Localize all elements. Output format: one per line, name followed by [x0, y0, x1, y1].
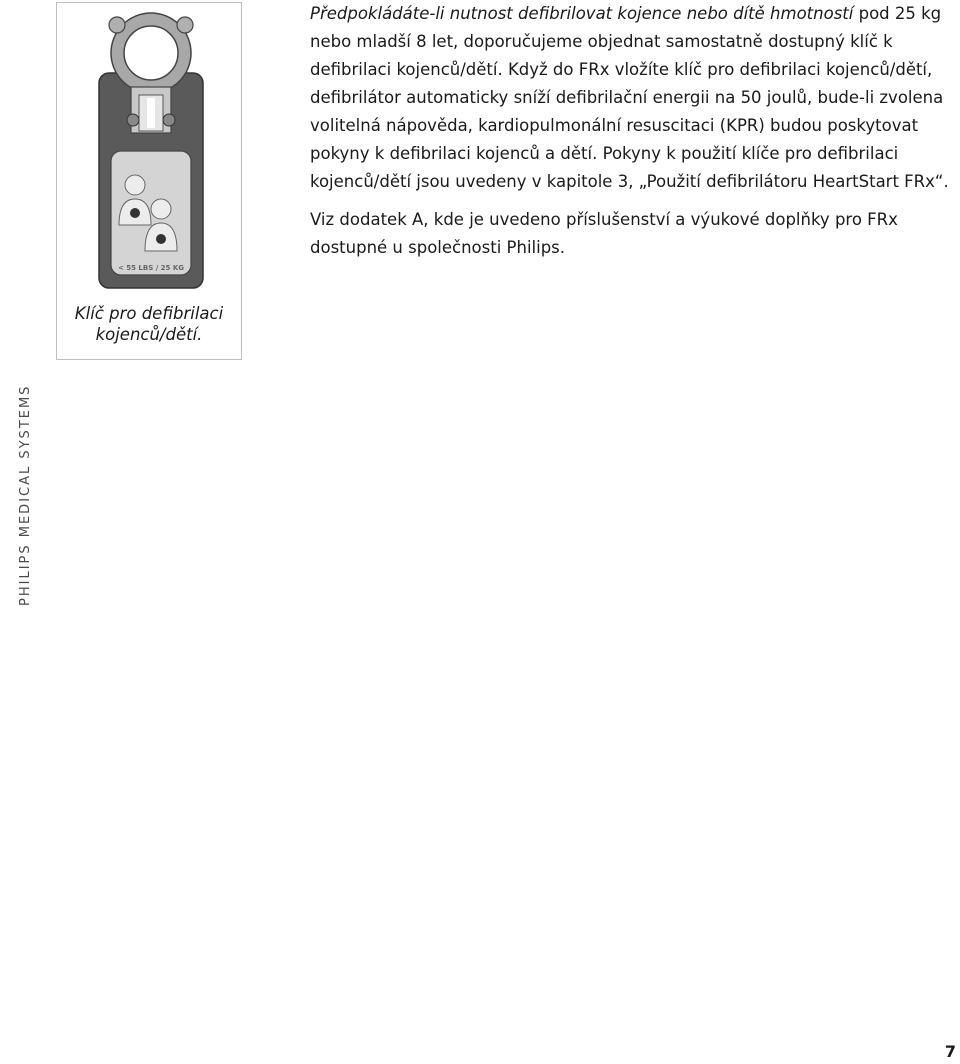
paragraph-1	[310, 0, 950, 196]
body-text	[310, 0, 950, 272]
side-label: PHILIPS MEDICAL SYSTEMS	[18, 384, 33, 606]
paragraph-2: Viz dodatek A, kde je uvedeno příslušenství a výukové doplňky pro FRx dostupné u společnosti Philips.	[310, 210, 898, 257]
figure-caption	[57, 303, 241, 345]
page-number: 7	[944, 1042, 956, 1061]
paragraph-1-italic: Předpokládáte-li nutnost defibrilovat kojence nebo dítě hmotností	[310, 4, 854, 23]
caption-line-1: Klíč pro defibrilaci	[74, 304, 224, 323]
caption-line-2: kojenců/dětí.	[95, 325, 203, 344]
pediatric-key-illustration	[57, 3, 241, 303]
key-weight-label: < 55 LBS / 25 KG	[117, 264, 185, 272]
paragraph-1-text: pod 25 kg nebo mladší 8 let, doporučujeme objednat samostatně dostupný klíč k defibrilaci kojenců/dětí. Když do FRx vložíte klíč pro defibrilaci kojenců/dětí, defibrilátor automaticky sníží defibrilační energii na 50 joulů, bude-li zvolena volitelná nápověda, kardiopulmonální resuscitaci (KPR) budou poskytovat pokyny k defibrilaci kojenců a dětí. Pokyny k použití klíče pro defibrilaci kojenců/dětí jsou uvedeny v kapitole 3, „Použití defibrilátoru HeartStart FRx“.	[310, 4, 949, 191]
figure-box	[56, 2, 242, 360]
